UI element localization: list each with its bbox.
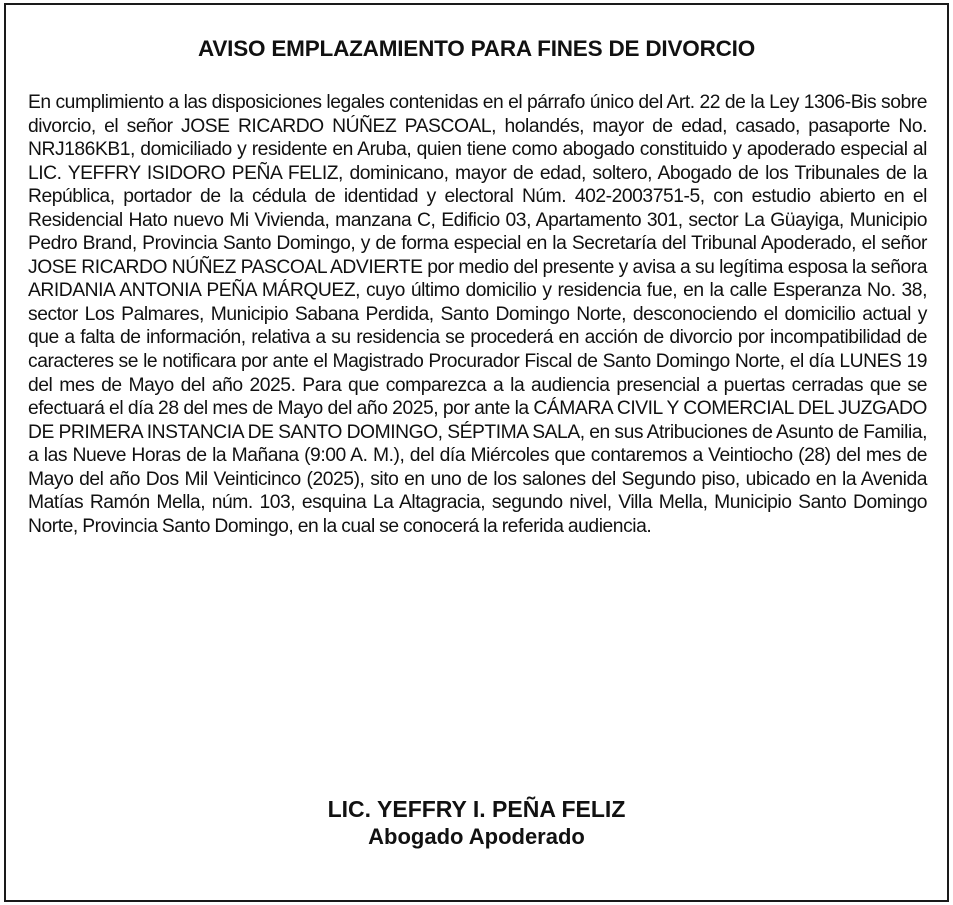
legal-notice (4, 3, 949, 902)
signature-role: Abogado Apoderado (368, 824, 585, 849)
notice-title: AVISO EMPLAZAMIENTO PARA FINES DE DIVORCIO (197, 36, 756, 61)
notice-body: En cumplimiento a las disposiciones legales contenidas en el párrafo único del Art. 22 de la Ley 1306-Bis sobre divorcio, el señor JOSE RICARDO NÚÑEZ PASCOAL, holandés, mayor de edad, casado, pasaporte No. NRJ186KB1, domiciliado y residente en Aruba, quien tiene como abogado constituido y apoderado especial al LIC. YEFFRY ISIDORO PEÑA FELIZ, dominicano, mayor de edad, soltero, Abogado de los Tribunales de la República, portador de la cédula de identidad y electoral Núm. 402-2003751-5, con estudio abierto en el Residencial Hato nuevo Mi Vivienda, manzana C, Edificio 03, Apartamento 301, sector La Güayiga, Municipio Pedro Brand, Provincia Santo Domingo, y de forma especial en la Secretaría del Tribunal Apoderado, el señor JOSE RICARDO NÚÑEZ PASCOAL ADVIERTE por medio del presente y avisa a su legítima esposa la señora ARIDANIA ANTONIA PEÑA MÁRQUEZ, cuyo último domicilio y residencia fue, en la calle Esperanza No. 38, sector Los Palmares, Municipio Sabana Perdida, Santo Domingo Norte, desconociendo el domicilio actual y que a falta de información, relativa a su residencia se procederá en acción de divorcio por incompatibilidad de caracteres se le notificara por ante el Magistrado Procurador Fiscal de Santo Domingo Norte, el día LUNES 19 del mes de Mayo del año 2025. Para que comparezca a la audiencia presencial a puertas cerradas que se efectuará el día 28 del mes de Mayo del año 2025, por ante la CÁMARA CIVIL Y COMERCIAL DEL JUZGADO DE PRIMERA INSTANCIA DE SANTO DOMINGO, SÉPTIMA SALA, en sus Atribuciones de Asunto de Familia, a las Nueve Horas de la Mañana (9:00 A. M.), del día Miércoles que contaremos a Veintiocho (28) del mes de Mayo del año Dos Mil Veinticinco (2025), sito en uno de los salones del Segundo piso, ubicado en la Avenida Matías Ramón Mella, núm. 103, esquina La Altagracia, segundo nivel, Villa Mella, Municipio Santo Domingo Norte, Provincia Santo Domingo, en la cual se conocerá la referida audiencia. (28, 92, 927, 537)
signature-name: LIC. YEFFRY I. PEÑA FELIZ (327, 796, 626, 822)
signature-block (6, 795, 947, 850)
